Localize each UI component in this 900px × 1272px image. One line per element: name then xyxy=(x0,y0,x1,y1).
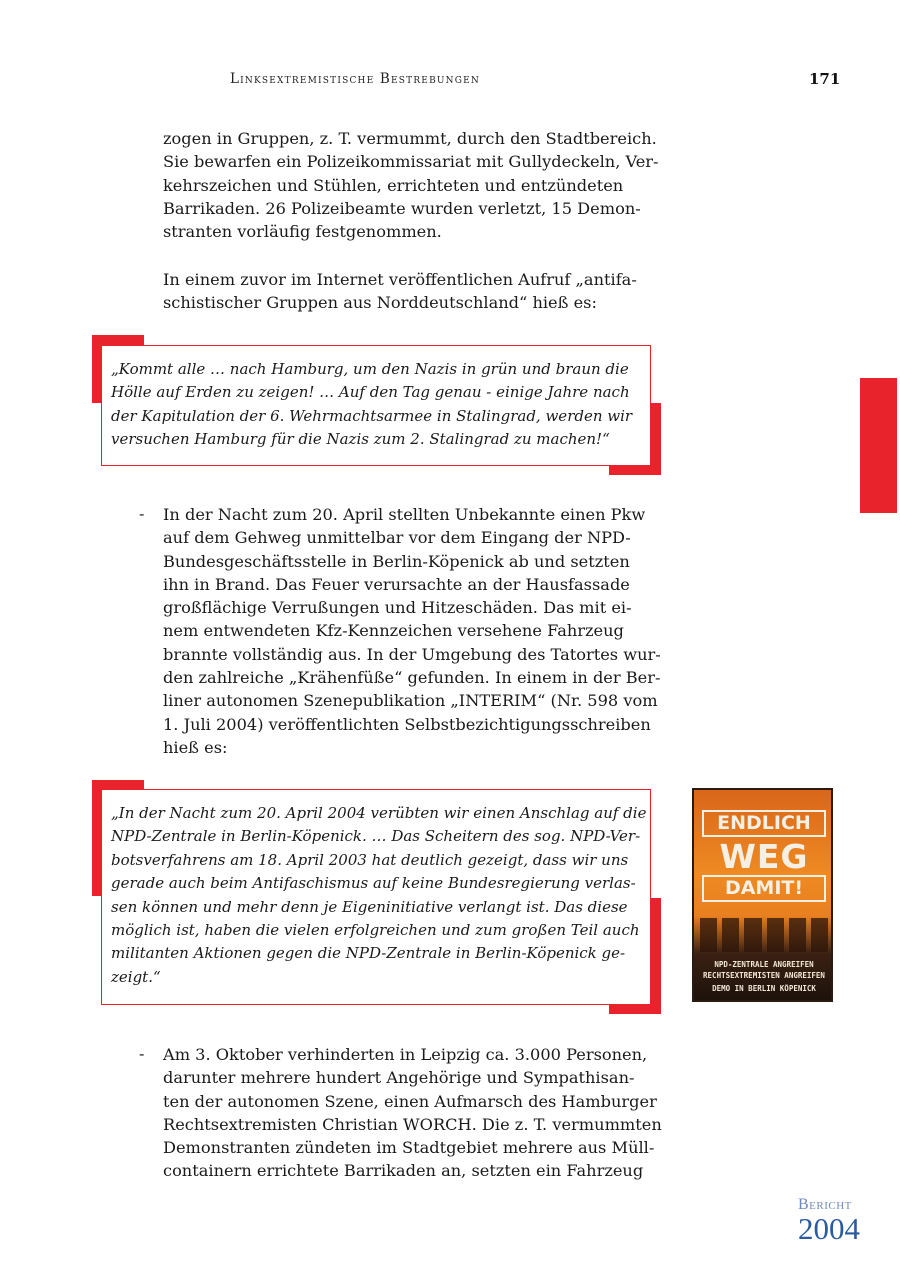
quote-box-1 xyxy=(101,345,651,466)
quote-line: Hölle auf Erden zu zeigen! … Auf den Tag genau - einige Jahre nach xyxy=(111,383,630,402)
quote-line: „Kommt alle … nach Hamburg, um den Nazis in grün und braun die xyxy=(111,360,629,378)
text-line: Rechtsextremisten Christian WORCH. Die z. T. vermummten xyxy=(163,1114,662,1134)
text-line: In einem zuvor im Internet veröffentlichen Aufruf „antifa- xyxy=(163,270,637,289)
poster-slogan xyxy=(702,810,826,902)
text-line: kehrszeichen und Stühlen, errichteten und entzündeten xyxy=(163,175,624,195)
poster-line: DAMIT! xyxy=(702,875,826,902)
bullet-paragraph-2 xyxy=(163,1043,683,1183)
text-line: darunter mehrere hundert Angehörige und Sympathisan- xyxy=(163,1068,635,1088)
text-line: auf dem Gehweg unmittelbar vor dem Eingang der NPD- xyxy=(163,528,631,548)
quote-box-2 xyxy=(101,789,651,1005)
quote-line: möglich ist, haben die vielen erfolgreichen und zum großen Teil auch xyxy=(111,921,640,940)
poster-line: WEG xyxy=(719,837,809,876)
text-line: ihn in Brand. Das Feuer verursachte an der Hausfassade xyxy=(163,574,630,594)
text-line: hieß es: xyxy=(163,737,228,757)
text-line: liner autonomen Szenepublikation „INTERIM“ (Nr. 598 vom xyxy=(163,691,658,711)
text-line: brannte vollständig aus. In der Umgebung des Tatortes wur- xyxy=(163,644,661,664)
text-line: Demonstranten zündeten im Stadtgebiet mehrere aus Müll- xyxy=(163,1138,655,1158)
text-line: Bundesgeschäftsstelle in Berlin-Köpenick ab und setzten xyxy=(163,551,630,571)
text-line: containern errichtete Barrikaden an, setzten ein Fahrzeug xyxy=(163,1161,644,1181)
poster-image xyxy=(692,788,833,1002)
brand-year: 2004 xyxy=(798,1211,860,1246)
page-number: 171 xyxy=(809,70,841,88)
text-line: Sie bewarfen ein Polizeikommissariat mit Gullydeckeln, Ver- xyxy=(163,152,659,172)
poster-subline: NPD-ZENTRALE ANGREIFEN xyxy=(714,960,814,969)
quote-line: zeigt.“ xyxy=(111,967,161,986)
bullet-mark: - xyxy=(139,1044,145,1063)
text-line: großflächige Verrußungen und Hitzeschäden. Das mit ei- xyxy=(163,598,632,618)
poster-subline: RECHTSEXTREMISTEN ANGREIFEN xyxy=(703,971,825,980)
text-line: den zahlreiche „Krähenfüße“ gefunden. In einem in der Ber- xyxy=(163,668,661,688)
text-line: nem entwendeten Kfz-Kennzeichen versehene Fahrzeug xyxy=(163,621,624,641)
text-line: Am 3. Oktober verhinderten in Leipzig ca. 3.000 Personen, xyxy=(163,1045,648,1064)
quote-line: gerade auch beim Antifaschismus auf keine Bundesregierung verlas- xyxy=(111,874,636,893)
text-line: ten der autonomen Szene, einen Aufmarsch des Hamburger xyxy=(163,1091,657,1111)
quote-line: NPD-Zentrale in Berlin-Köpenick. … Das Scheitern des sog. NPD-Ver- xyxy=(111,827,641,846)
poster-building-graphic xyxy=(700,918,828,952)
quote-line: versuchen Hamburg für die Nazis zum 2. Stalingrad zu machen!“ xyxy=(111,430,610,449)
quote-line: der Kapitulation der 6. Wehrmachtsarmee in Stalingrad, werden wir xyxy=(111,406,633,425)
quote-line: botsverfahrens am 18. April 2003 hat deutlich gezeigt, dass wir uns xyxy=(111,850,629,869)
text-line: stranten vorläufig festgenommen. xyxy=(163,222,442,242)
text-line: zogen in Gruppen, z. T. vermummt, durch den Stadtbereich. xyxy=(163,129,657,148)
paragraph-2 xyxy=(163,268,683,315)
text-line: 1. Juli 2004) veröffentlichten Selbstbezichtigungsschreiben xyxy=(163,714,651,734)
bullet-paragraph-1 xyxy=(163,503,683,759)
poster-subline: DEMO IN BERLIN KÖPENICK xyxy=(712,984,816,993)
text-line: Barrikaden. 26 Polizeibeamte wurden verletzt, 15 Demon- xyxy=(163,198,641,218)
running-title: Linksextremistische Bestrebungen xyxy=(230,71,480,87)
quote-line: „In der Nacht zum 20. April 2004 verübten wir einen Anschlag auf die xyxy=(111,804,647,822)
poster-line: ENDLICH xyxy=(702,810,826,837)
paragraph-1 xyxy=(163,127,683,243)
quote-line: sen können und mehr denn je Eigeninitiative verlangt ist. Das diese xyxy=(111,897,628,916)
text-line: schistischer Gruppen aus Norddeutschland“ hieß es: xyxy=(163,293,597,313)
bullet-mark: - xyxy=(139,504,145,523)
quote-accent-bottom xyxy=(609,465,661,475)
report-brand xyxy=(798,1197,860,1244)
text-line: In der Nacht zum 20. April stellten Unbekannte einen Pkw xyxy=(163,505,646,524)
quote-line: militanten Aktionen gegen die NPD-Zentrale in Berlin-Köpenick ge- xyxy=(111,944,626,963)
brand-word: Bericht xyxy=(798,1196,852,1213)
quote-accent-bottom xyxy=(609,1004,661,1014)
chapter-tab-marker xyxy=(860,378,897,513)
quote-accent-right xyxy=(651,898,661,1014)
